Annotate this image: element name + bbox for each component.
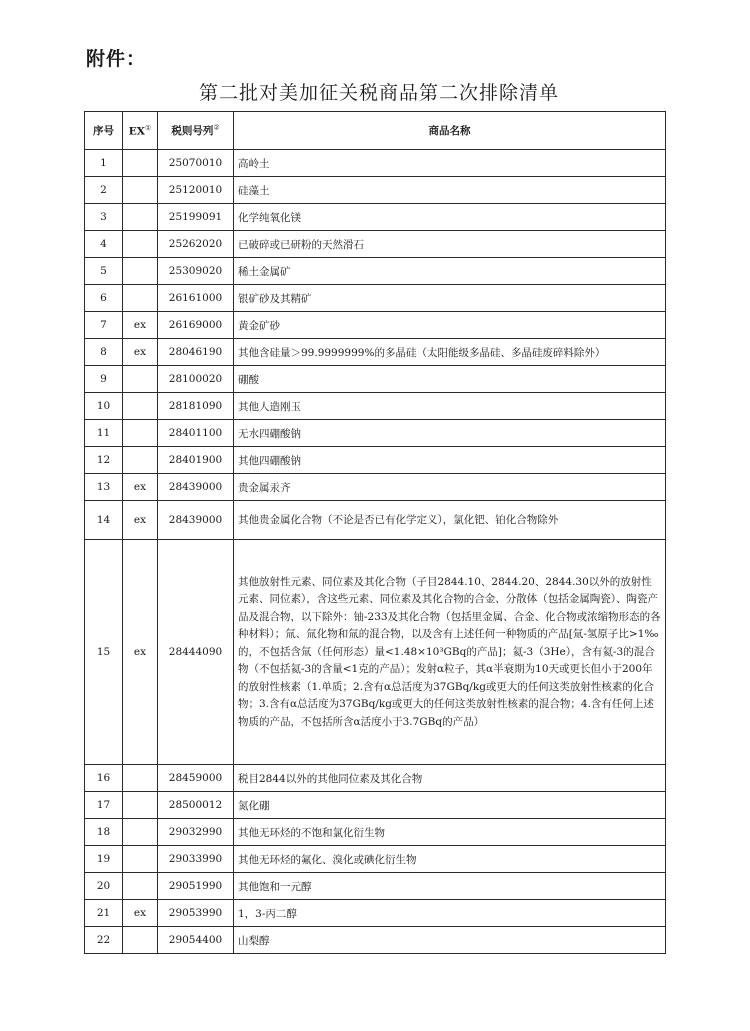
table-row (85, 420, 666, 447)
row-tariff-code: 29053990 (158, 900, 234, 927)
row-ex: ex (123, 474, 158, 501)
document-title: 第二批对美加征关税商品第二次排除清单 (198, 82, 559, 104)
row-product-name: 硼酸 (234, 366, 666, 393)
row-ex (123, 285, 158, 312)
row-product-name: 其他无环烃的不饱和氯化衍生物 (234, 819, 666, 846)
row-tariff-code: 25070010 (158, 150, 234, 177)
row-number: 3 (85, 204, 123, 231)
row-tariff-code: 26169000 (158, 312, 234, 339)
row-product-name: 山梨醇 (234, 927, 666, 954)
row-tariff-code: 28439000 (158, 474, 234, 501)
row-number: 22 (85, 927, 123, 954)
row-number: 6 (85, 285, 123, 312)
row-product-name: 高岭土 (234, 150, 666, 177)
row-number: 17 (85, 792, 123, 819)
row-number: 16 (85, 765, 123, 792)
row-number: 14 (85, 501, 123, 540)
row-product-name: 硅藻土 (234, 177, 666, 204)
table-row (85, 873, 666, 900)
row-product-name: 税目2844以外的其他同位素及其化合物 (234, 765, 666, 792)
table-header-row (85, 112, 666, 150)
table-row (85, 765, 666, 792)
table-row (85, 177, 666, 204)
row-number: 9 (85, 366, 123, 393)
header-tariff-code (158, 112, 234, 150)
table-row (85, 474, 666, 501)
table-row (85, 312, 666, 339)
attachment-label: 附件： (86, 48, 147, 70)
header-ex-footnote: ① (144, 123, 152, 132)
table-row (85, 927, 666, 954)
table-row (85, 393, 666, 420)
row-number: 5 (85, 258, 123, 285)
row-tariff-code: 28444090 (158, 540, 234, 765)
row-ex (123, 150, 158, 177)
row-number: 1 (85, 150, 123, 177)
row-tariff-code: 28439000 (158, 501, 234, 540)
row-tariff-code: 28500012 (158, 792, 234, 819)
row-tariff-code: 28181090 (158, 393, 234, 420)
row-ex (123, 177, 158, 204)
row-ex (123, 447, 158, 474)
row-ex: ex (123, 501, 158, 540)
row-number: 2 (85, 177, 123, 204)
table-row (85, 846, 666, 873)
table-row (85, 150, 666, 177)
row-product-name: 银矿砂及其精矿 (234, 285, 666, 312)
table-row (85, 819, 666, 846)
row-ex (123, 792, 158, 819)
row-number: 12 (85, 447, 123, 474)
row-ex (123, 366, 158, 393)
row-tariff-code: 28046190 (158, 339, 234, 366)
table-row (85, 258, 666, 285)
row-tariff-code: 25120010 (158, 177, 234, 204)
row-number: 10 (85, 393, 123, 420)
table-row (85, 204, 666, 231)
row-ex: ex (123, 312, 158, 339)
row-ex (123, 765, 158, 792)
row-ex (123, 258, 158, 285)
header-product-name (234, 112, 666, 150)
table-row (85, 540, 666, 765)
row-ex (123, 420, 158, 447)
table-row (85, 285, 666, 312)
row-ex: ex (123, 540, 158, 765)
row-tariff-code: 29051990 (158, 873, 234, 900)
header-serial-number (85, 112, 123, 150)
row-ex (123, 231, 158, 258)
header-tariff-code-label: 税则号列 (171, 125, 214, 137)
row-product-name: 贵金属汞齐 (234, 474, 666, 501)
table-row (85, 447, 666, 474)
row-ex (123, 846, 158, 873)
row-tariff-code: 25199091 (158, 204, 234, 231)
row-number: 11 (85, 420, 123, 447)
row-number: 8 (85, 339, 123, 366)
table-row (85, 501, 666, 540)
row-number: 20 (85, 873, 123, 900)
row-product-name: 其他人造刚玉 (234, 393, 666, 420)
table-row (85, 792, 666, 819)
row-ex: ex (123, 339, 158, 366)
header-tariff-code-footnote: ② (213, 123, 220, 132)
header-product-name-label: 商品名称 (428, 125, 471, 137)
row-product-name: 其他放射性元素、同位素及其化合物（子目2844.10、2844.20、2844.30以外的放射性元素、同位素），含这些元素、同位素及其化合物的合金、分散体（包括金属陶瓷）、陶瓷产品及混合物，以下除外：铀-233及其化合物（包括里金属、合金、化合物或浓缩物形态的各种材料）；氚、氚化物和氚的混合物，以及含有上述任何一种物质的产品[氚-氢原子比>1‰的，不包括含氚（任何形态）量<1.48×10³GBq的产品]；氦-3（3He），含有氦-3的混合物（不包括氦-3的含量<1克的产品）；发射α粒子，其α半衰期为10天或更长但小于200年的放射性核素（1.单质；2.含有α总活度为37GBq/kg或更大的任何这类放射性核素的化合物；3.含有α总活度为37GBq/kg或更大的任何这类放射性核素的混合物；4.含有任何上述物质的产品，不包括所含α活度小于3.7GBq的产品） (234, 540, 666, 765)
row-tariff-code: 29033990 (158, 846, 234, 873)
row-tariff-code: 28401900 (158, 447, 234, 474)
table-row (85, 366, 666, 393)
row-product-name: 其他四硼酸钠 (234, 447, 666, 474)
row-product-name: 其他贵金属化合物（不论是否已有化学定义），氯化钯、铂化合物除外 (234, 501, 666, 540)
row-product-name: 稀土金属矿 (234, 258, 666, 285)
row-tariff-code: 25262020 (158, 231, 234, 258)
row-tariff-code: 28459000 (158, 765, 234, 792)
row-number: 18 (85, 819, 123, 846)
row-ex (123, 204, 158, 231)
exclusion-list-table (84, 111, 666, 954)
row-tariff-code: 29032990 (158, 819, 234, 846)
row-product-name: 其他无环烃的氟化、溴化或碘化衍生物 (234, 846, 666, 873)
row-number: 7 (85, 312, 123, 339)
row-product-name: 黄金矿砂 (234, 312, 666, 339)
row-tariff-code: 25309020 (158, 258, 234, 285)
row-ex (123, 393, 158, 420)
row-ex: ex (123, 900, 158, 927)
row-product-name: 已破碎或已研粉的天然滑石 (234, 231, 666, 258)
row-product-name: 氮化硼 (234, 792, 666, 819)
header-ex-label: EX (128, 125, 145, 138)
header-serial-number-label: 序号 (93, 125, 114, 137)
row-product-name: 化学纯氧化镁 (234, 204, 666, 231)
row-product-name: 无水四硼酸钠 (234, 420, 666, 447)
row-ex (123, 873, 158, 900)
row-number: 13 (85, 474, 123, 501)
row-number: 19 (85, 846, 123, 873)
row-tariff-code: 28401100 (158, 420, 234, 447)
table-row (85, 900, 666, 927)
row-number: 15 (85, 540, 123, 765)
table-row (85, 231, 666, 258)
row-number: 21 (85, 900, 123, 927)
row-product-name: 其他含硅量＞99.9999999%的多晶硅（太阳能级多晶硅、多晶硅废碎料除外） (234, 339, 666, 366)
row-ex (123, 927, 158, 954)
row-product-name: 其他饱和一元醇 (234, 873, 666, 900)
row-number: 4 (85, 231, 123, 258)
row-product-name: 1，3-丙二醇 (234, 900, 666, 927)
header-ex (123, 112, 158, 150)
row-ex (123, 819, 158, 846)
row-tariff-code: 26161000 (158, 285, 234, 312)
row-tariff-code: 29054400 (158, 927, 234, 954)
row-tariff-code: 28100020 (158, 366, 234, 393)
table-row (85, 339, 666, 366)
